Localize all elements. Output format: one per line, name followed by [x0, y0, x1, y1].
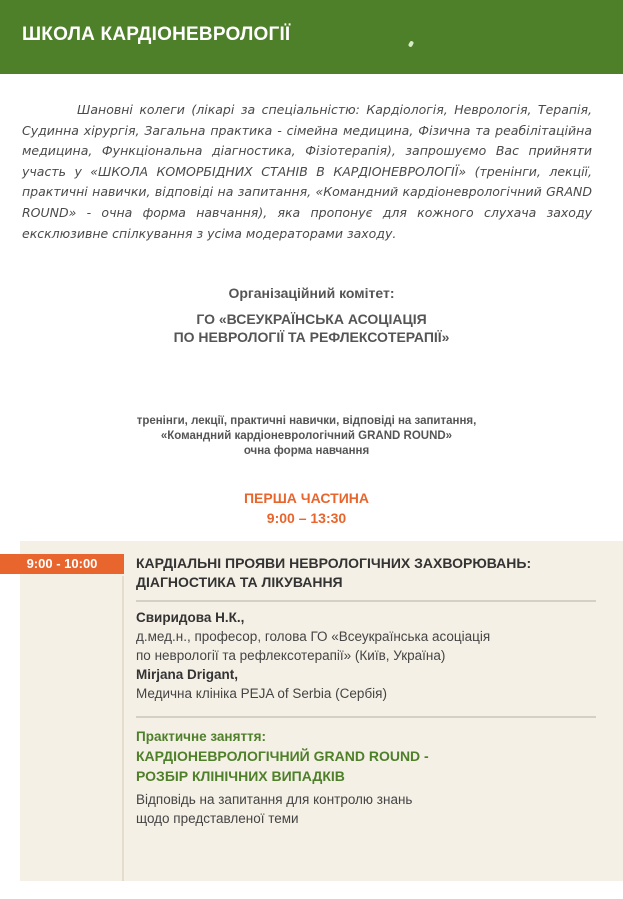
practice-block: [136, 727, 596, 828]
session-title-line: КАРДІАЛЬНІ ПРОЯВИ НЕВРОЛОГІЧНИХ ЗАХВОРЮВАНЬ:: [136, 555, 532, 571]
speaker-desc: по неврології та рефлексотерапії» (Київ, Україна): [136, 648, 446, 663]
speaker: [136, 665, 596, 703]
session-title: [136, 554, 596, 592]
practice-desc: Відповідь на запитання для контролю знань: [136, 792, 413, 807]
speaker-name: Свиридова Н.К.,: [136, 610, 245, 625]
page-title: ШКОЛА КАРДІОНЕВРОЛОГІЇ: [22, 24, 291, 45]
part-title: ПЕРША ЧАСТИНА: [243, 490, 369, 506]
organizing-committee: [0, 284, 623, 346]
section-divider: [136, 716, 596, 718]
format-line: тренінги, лекції, практичні навички, відповіді на запитання,: [136, 415, 477, 427]
committee-org-line: ПО НЕВРОЛОГІЇ ТА РЕФЛЕКСОТЕРАПІЇ»: [173, 329, 450, 345]
session-content: [136, 554, 596, 828]
committee-org-line: ГО «ВСЕУКРАЇНСЬКА АСОЦІАЦІЯ: [196, 311, 427, 327]
part-time: 9:00 – 13:30: [266, 510, 347, 526]
practice-desc: щодо представленої теми: [136, 811, 299, 826]
speaker-desc: д.мед.н., професор, голова ГО «Всеукраїнська асоціація: [136, 629, 491, 644]
practice-title-line: КАРДІОНЕВРОЛОГІЧНИЙ GRAND ROUND -: [136, 748, 429, 764]
practice-label: Практичне заняття:: [136, 729, 267, 744]
session-time-badge: 9:00 - 10:00: [0, 554, 124, 574]
intro-paragraph: Шановні колеги (лікарі за спеціальністю: Кардіологія, Неврологія, Терапія, Судинна хірургія, Загальна практика - сімейна медицина, Фізична та реабілітаційна медицина, Функціональна діагностика, Фізіотерапія), запрошуємо Вас прийняти участь у «ШКОЛА КОМОРБІДНИХ СТАНІВ В КАРДІОНЕВРОЛОГІЇ» (тренінги, лекції, практичні навички, відповіді на запитання, «Командний кардіоневрологічний GRAND ROUND» - очна форма навчання), яка пропонує для кожного слухача заходу ексклюзивне спілкування з усіма модераторами заходу.: [22, 102, 592, 241]
committee-label: Організаційний комітет:: [228, 285, 395, 301]
format-line: «Командний кардіоневрологічний GRAND ROUND»: [160, 430, 453, 442]
leaf-decoration-icon: [408, 40, 414, 47]
committee-org: [0, 310, 623, 346]
session-title-line: ДІАГНОСТИКА ТА ЛІКУВАННЯ: [136, 574, 343, 590]
speaker: [136, 608, 596, 665]
panel-divider: [122, 576, 124, 881]
page-header: [0, 0, 623, 74]
speaker-desc: Медична клініка PEJA of Serbia (Сербія): [136, 686, 387, 701]
practice-title-line: РОЗБІР КЛІНІЧНИХ ВИПАДКІВ: [136, 768, 345, 784]
event-format: [0, 414, 613, 459]
format-line: очна форма навчання: [243, 445, 370, 457]
part-heading: [0, 488, 613, 528]
section-divider: [136, 600, 596, 602]
speaker-name: Mirjana Drigant,: [136, 667, 239, 682]
